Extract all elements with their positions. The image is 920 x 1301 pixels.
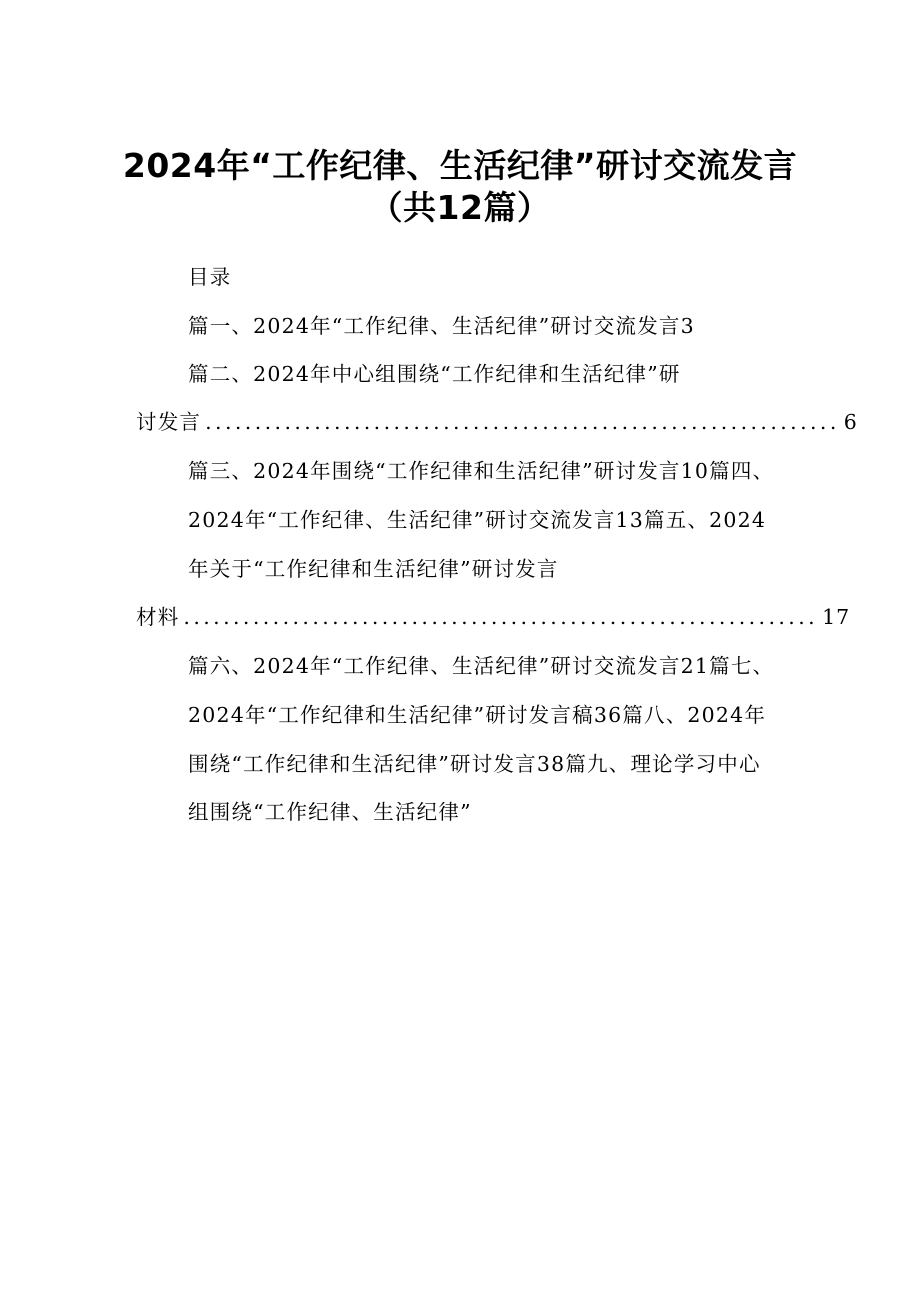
document-subtitle: （共12篇） xyxy=(369,188,551,227)
toc-entry-2-continuation xyxy=(136,408,858,436)
toc-heading: 目录 xyxy=(188,265,232,289)
dot-leader: ................................................................ xyxy=(183,605,819,629)
toc-entry-7: 2024年“工作纪律和生活纪律”研讨发言稿36篇八、2024年 xyxy=(188,703,767,727)
toc-entry-2: 篇二、2024年中心组围绕“工作纪律和生活纪律”研 xyxy=(188,362,681,386)
toc-entry-4: 2024年“工作纪律、生活纪律”研讨交流发言13篇五、2024 xyxy=(188,508,767,532)
toc-page-number: 6 xyxy=(843,410,858,434)
toc-entry-8: 围绕“工作纪律和生活纪律”研讨发言38篇九、理论学习中心 xyxy=(188,752,761,776)
toc-entry-5-continuation xyxy=(136,603,851,631)
toc-entry-3: 篇三、2024年围绕“工作纪律和生活纪律”研讨发言10篇四、 xyxy=(188,459,775,483)
dot-leader: ................................................................ xyxy=(205,410,840,434)
toc-entry-5-tail: 材料 xyxy=(136,605,180,629)
toc-entry-1: 篇一、2024年“工作纪律、生活纪律”研讨交流发言3 xyxy=(188,314,695,338)
toc-entry-5: 年关于“工作纪律和生活纪律”研讨发言 xyxy=(188,557,559,581)
toc-entry-9: 组围绕“工作纪律、生活纪律” xyxy=(188,800,472,824)
toc-page-number: 17 xyxy=(822,605,851,629)
toc-entry-2-tail: 讨发言 xyxy=(136,410,202,434)
document-title: 2024年“工作纪律、生活纪律”研讨交流发言 xyxy=(122,146,798,185)
toc-entry-6: 篇六、2024年“工作纪律、生活纪律”研讨交流发言21篇七、 xyxy=(188,654,775,678)
